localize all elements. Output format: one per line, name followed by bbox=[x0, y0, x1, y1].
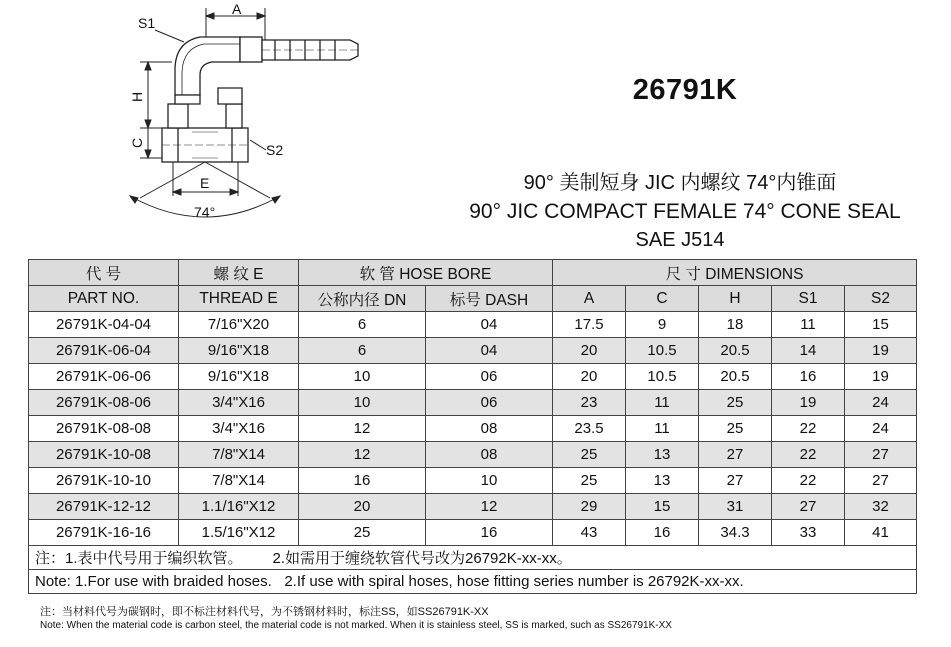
note-row-english bbox=[29, 570, 917, 594]
label-e: E bbox=[200, 175, 210, 191]
cell-thread: 3/4"X16 bbox=[179, 416, 299, 442]
cell-dash: 08 bbox=[426, 442, 553, 468]
cell-s1: 11 bbox=[772, 312, 845, 338]
chinese-title: 90° 美制短身 JIC 内螺纹 74°内锥面 bbox=[523, 172, 837, 194]
cell-s1: 33 bbox=[772, 520, 845, 546]
header-s1: S1 bbox=[772, 286, 845, 312]
cell-dash: 04 bbox=[426, 338, 553, 364]
cell-dn: 6 bbox=[299, 338, 426, 364]
cell-part-no: 26791K-10-08 bbox=[29, 442, 179, 468]
cell-c: 10.5 bbox=[626, 338, 699, 364]
table-row bbox=[29, 312, 917, 338]
cell-part-no: 26791K-08-06 bbox=[29, 390, 179, 416]
cell-dash: 06 bbox=[426, 364, 553, 390]
cell-part-no: 26791K-04-04 bbox=[29, 312, 179, 338]
cell-h: 18 bbox=[699, 312, 772, 338]
cell-dn: 10 bbox=[299, 390, 426, 416]
header-part-cn: 代 号 bbox=[29, 260, 179, 286]
header-a: A bbox=[553, 286, 626, 312]
cell-s1: 16 bbox=[772, 364, 845, 390]
header-h: H bbox=[699, 286, 772, 312]
note-english bbox=[29, 570, 917, 594]
header-thread-cn: 螺 纹 E bbox=[179, 260, 299, 286]
fitting-drawing bbox=[100, 0, 400, 230]
cell-s1: 27 bbox=[772, 494, 845, 520]
cell-h: 27 bbox=[699, 442, 772, 468]
table-row bbox=[29, 468, 917, 494]
cell-h: 25 bbox=[699, 390, 772, 416]
hex-nut bbox=[162, 88, 248, 162]
cell-a: 23 bbox=[553, 390, 626, 416]
cell-dash: 12 bbox=[426, 494, 553, 520]
cell-dash: 06 bbox=[426, 390, 553, 416]
table-row bbox=[29, 416, 917, 442]
cell-h: 31 bbox=[699, 494, 772, 520]
cell-thread: 9/16"X18 bbox=[179, 338, 299, 364]
cell-dash: 16 bbox=[426, 520, 553, 546]
cell-a: 29 bbox=[553, 494, 626, 520]
label-angle: 74° bbox=[194, 204, 216, 220]
note-en-1: Note: 1.For use with braided hoses. bbox=[35, 573, 272, 590]
table-row bbox=[29, 390, 917, 416]
cell-thread: 1.1/16"X12 bbox=[179, 494, 299, 520]
cell-h: 34.3 bbox=[699, 520, 772, 546]
table-row bbox=[29, 494, 917, 520]
cell-thread: 7/8"X14 bbox=[179, 442, 299, 468]
cell-dn: 25 bbox=[299, 520, 426, 546]
cell-s2: 27 bbox=[845, 468, 917, 494]
elbow-body bbox=[175, 37, 358, 95]
cell-c: 9 bbox=[626, 312, 699, 338]
cell-s2: 32 bbox=[845, 494, 917, 520]
cell-s2: 19 bbox=[845, 338, 917, 364]
cell-part-no: 26791K-06-06 bbox=[29, 364, 179, 390]
cell-s2: 15 bbox=[845, 312, 917, 338]
header-dimensions: 尺 寸 DIMENSIONS bbox=[553, 260, 917, 286]
cell-h: 27 bbox=[699, 468, 772, 494]
header-row-2 bbox=[29, 286, 917, 312]
cell-s1: 19 bbox=[772, 390, 845, 416]
note-chinese bbox=[29, 546, 917, 570]
cell-s2: 41 bbox=[845, 520, 917, 546]
cell-dash: 08 bbox=[426, 416, 553, 442]
cell-h: 20.5 bbox=[699, 338, 772, 364]
cell-h: 25 bbox=[699, 416, 772, 442]
label-s2: S2 bbox=[266, 142, 284, 158]
header-hose-bore: 软 管 HOSE BORE bbox=[299, 260, 553, 286]
cell-dn: 6 bbox=[299, 312, 426, 338]
header-s2: S2 bbox=[845, 286, 917, 312]
cell-part-no: 26791K-16-16 bbox=[29, 520, 179, 546]
cell-c: 11 bbox=[626, 416, 699, 442]
cell-c: 10.5 bbox=[626, 364, 699, 390]
cell-c: 15 bbox=[626, 494, 699, 520]
cell-thread: 3/4"X16 bbox=[179, 390, 299, 416]
cell-a: 17.5 bbox=[553, 312, 626, 338]
note-en-2: 2.If use with spiral hoses, hose fitting series number is 26792K-xx-xx. bbox=[284, 573, 744, 590]
cell-a: 20 bbox=[553, 338, 626, 364]
header-c: C bbox=[626, 286, 699, 312]
header-dn: 公称内径 DN bbox=[299, 286, 426, 312]
cell-c: 13 bbox=[626, 468, 699, 494]
footer-note-english: Note: When the material code is carbon steel, the material code is not marked. When it is stainless steel, SS is marked, such as SS26791K-XX bbox=[40, 620, 672, 631]
cell-s1: 22 bbox=[772, 442, 845, 468]
cell-s2: 27 bbox=[845, 442, 917, 468]
note-cn-2: 2.如需用于缠绕软管代号改为26792K-xx-xx。 bbox=[272, 550, 572, 567]
cell-c: 13 bbox=[626, 442, 699, 468]
cell-dn: 12 bbox=[299, 416, 426, 442]
cell-thread: 1.5/16"X12 bbox=[179, 520, 299, 546]
cell-h: 20.5 bbox=[699, 364, 772, 390]
cell-c: 16 bbox=[626, 520, 699, 546]
cell-s1: 22 bbox=[772, 416, 845, 442]
cell-s2: 24 bbox=[845, 416, 917, 442]
cell-a: 23.5 bbox=[553, 416, 626, 442]
header-part-en: PART NO. bbox=[29, 286, 179, 312]
table-row bbox=[29, 520, 917, 546]
cell-dn: 10 bbox=[299, 364, 426, 390]
cell-part-no: 26791K-08-08 bbox=[29, 416, 179, 442]
cell-thread: 7/16"X20 bbox=[179, 312, 299, 338]
cell-dn: 20 bbox=[299, 494, 426, 520]
cell-dash: 10 bbox=[426, 468, 553, 494]
cell-part-no: 26791K-06-04 bbox=[29, 338, 179, 364]
label-s1: S1 bbox=[138, 15, 156, 31]
label-h: H bbox=[129, 91, 145, 102]
cell-thread: 9/16"X18 bbox=[179, 364, 299, 390]
cell-thread: 7/8"X14 bbox=[179, 468, 299, 494]
label-c: C bbox=[129, 137, 145, 148]
cell-c: 11 bbox=[626, 390, 699, 416]
standard-title: SAE J514 bbox=[635, 229, 725, 251]
english-title: 90° JIC COMPACT FEMALE 74° CONE SEAL bbox=[469, 200, 901, 223]
cell-dash: 04 bbox=[426, 312, 553, 338]
note-cn-1: 注：1.表中代号用于编织软管。 bbox=[35, 550, 243, 567]
cell-a: 25 bbox=[553, 468, 626, 494]
header-row-1 bbox=[29, 260, 917, 286]
header-thread-en: THREAD E bbox=[179, 286, 299, 312]
cell-s1: 22 bbox=[772, 468, 845, 494]
cell-s2: 24 bbox=[845, 390, 917, 416]
cell-dn: 16 bbox=[299, 468, 426, 494]
label-a: A bbox=[232, 1, 242, 17]
table-row bbox=[29, 364, 917, 390]
table-row bbox=[29, 338, 917, 364]
spec-table bbox=[28, 259, 917, 594]
cell-s1: 14 bbox=[772, 338, 845, 364]
note-row-chinese bbox=[29, 546, 917, 570]
cell-a: 43 bbox=[553, 520, 626, 546]
cell-a: 25 bbox=[553, 442, 626, 468]
cell-part-no: 26791K-12-12 bbox=[29, 494, 179, 520]
header-dash: 标号 DASH bbox=[426, 286, 553, 312]
part-number-title: 26791K bbox=[632, 74, 738, 106]
cell-a: 20 bbox=[553, 364, 626, 390]
table-row bbox=[29, 442, 917, 468]
cell-dn: 12 bbox=[299, 442, 426, 468]
footer-note-chinese: 注：当材料代号为碳钢时，即不标注材料代号，为不锈钢材料时，标注SS，如SS26791K-XX bbox=[40, 606, 489, 618]
cell-part-no: 26791K-10-10 bbox=[29, 468, 179, 494]
cell-s2: 19 bbox=[845, 364, 917, 390]
